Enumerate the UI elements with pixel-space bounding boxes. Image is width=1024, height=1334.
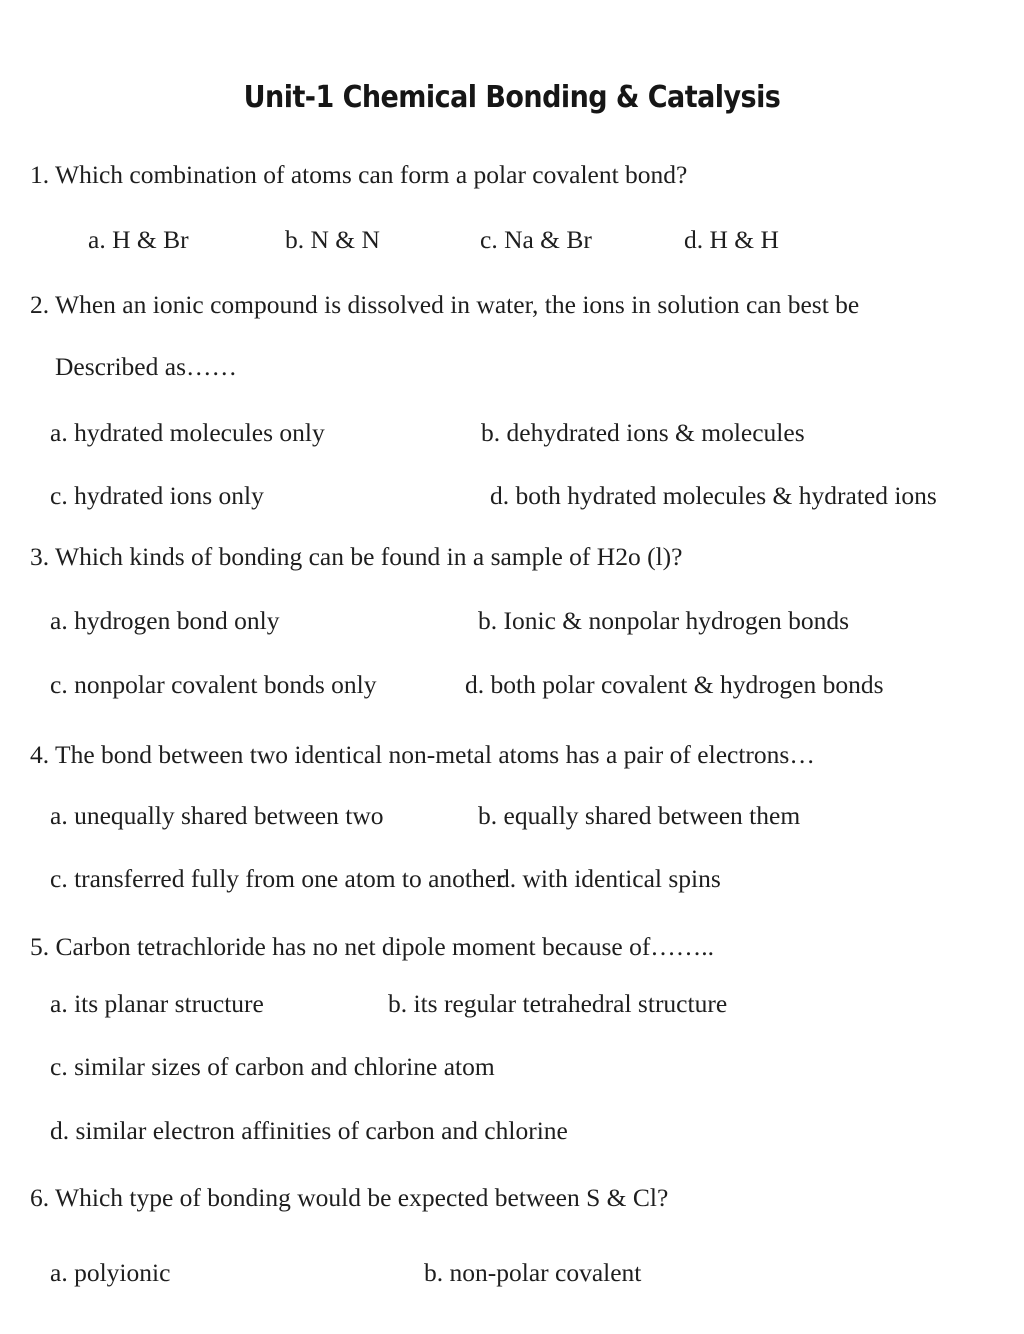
- question-4-option-b[interactable]: b. equally shared between them: [478, 801, 801, 830]
- question-6-stem: 6. Which type of bonding would be expected between S & Cl?: [30, 1183, 669, 1212]
- question-4-option-d[interactable]: d. with identical spins: [497, 864, 721, 893]
- question-2-stem-continuation: Described as……: [55, 352, 237, 381]
- question-4-option-c[interactable]: c. transferred fully from one atom to another: [50, 864, 505, 893]
- page-title: Unit-1 Chemical Bonding & Catalysis: [243, 80, 781, 115]
- question-3-option-c[interactable]: c. nonpolar covalent bonds only: [50, 670, 377, 699]
- question-2-option-b[interactable]: b. dehydrated ions & molecules: [481, 418, 805, 447]
- question-5-option-a[interactable]: a. its planar structure: [50, 989, 264, 1018]
- question-3-stem: 3. Which kinds of bonding can be found in a sample of H2o (l)?: [30, 542, 683, 571]
- question-4-option-a[interactable]: a. unequally shared between two: [50, 801, 384, 830]
- question-2-option-c[interactable]: c. hydrated ions only: [50, 481, 264, 510]
- question-2-stem: 2. When an ionic compound is dissolved in water, the ions in solution can best be: [30, 290, 860, 319]
- question-5-option-c[interactable]: c. similar sizes of carbon and chlorine atom: [50, 1052, 495, 1081]
- question-1-option-d[interactable]: d. H & H: [684, 225, 779, 254]
- question-1-option-a[interactable]: a. H & Br: [88, 225, 189, 254]
- question-1-option-c[interactable]: c. Na & Br: [480, 225, 592, 254]
- question-4-stem: 4. The bond between two identical non-metal atoms has a pair of electrons…: [30, 740, 815, 769]
- question-5-stem: 5. Carbon tetrachloride has no net dipole moment because of……..: [30, 932, 715, 961]
- question-1-stem: 1. Which combination of atoms can form a polar covalent bond?: [30, 160, 688, 189]
- question-3-option-b[interactable]: b. Ionic & nonpolar hydrogen bonds: [478, 606, 850, 635]
- question-6-option-a[interactable]: a. polyionic: [50, 1258, 171, 1287]
- question-6-option-b[interactable]: b. non-polar covalent: [424, 1258, 642, 1287]
- question-1-option-b[interactable]: b. N & N: [285, 225, 380, 254]
- question-2-option-d[interactable]: d. both hydrated molecules & hydrated ions: [490, 481, 937, 510]
- question-5-option-b[interactable]: b. its regular tetrahedral structure: [388, 989, 728, 1018]
- question-5-option-d[interactable]: d. similar electron affinities of carbon and chlorine: [50, 1116, 568, 1145]
- question-2-option-a[interactable]: a. hydrated molecules only: [50, 418, 325, 447]
- question-3-option-d[interactable]: d. both polar covalent & hydrogen bonds: [465, 670, 884, 699]
- question-3-option-a[interactable]: a. hydrogen bond only: [50, 606, 280, 635]
